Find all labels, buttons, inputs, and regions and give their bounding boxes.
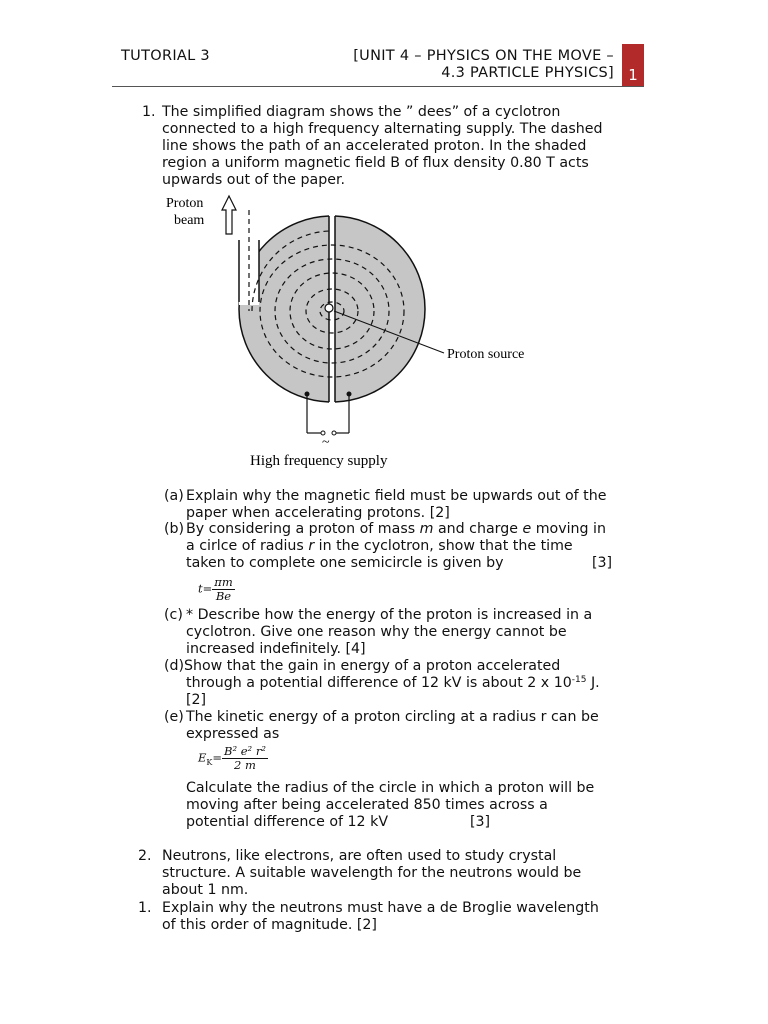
header-unit-line-2: 4.3 PARTICLE PHYSICS] (441, 65, 614, 81)
proton-beam-arrow (222, 196, 236, 234)
part-d-line-2: through a potential difference of 12 kV is about 2 x $10^{-15}$ J. (186, 675, 600, 691)
proton-beam-label-1: Proton (166, 196, 204, 211)
question-2-sub-1-line-1: Explain why the neutrons must have a de Broglie wavelength (162, 900, 599, 916)
part-c-label: (c) (164, 607, 183, 623)
part-e-marks: [3] (470, 814, 491, 830)
part-b-line-3: taken to complete one semicircle is given by (186, 555, 504, 571)
part-b-label: (b) (164, 521, 185, 537)
question-2-line-3: about 1 nm. (162, 882, 249, 898)
part-d-label: (d) (164, 658, 185, 674)
part-b-marks: [3] (592, 555, 613, 571)
question-2-sub-1-number: 1. (138, 900, 152, 916)
question-2-line-1: Neutrons, like electrons, are often used to study crystal (162, 848, 557, 864)
part-e-line-3: Calculate the radius of the circle in which a proton will be (186, 780, 595, 796)
question-2-sub-1-line-2: of this order of magnitude. [2] (162, 917, 377, 933)
part-a-line-2: paper when accelerating protons. [2] (186, 505, 450, 521)
question-1-line-5: upwards out of the paper. (162, 172, 345, 188)
part-e-label: (e) (164, 709, 184, 725)
part-b-formula: t= $\frac{\pi m}{Be}$ (198, 575, 233, 603)
proton-beam-label-2: beam (174, 213, 205, 228)
part-c-line-1: * Describe how the energy of the proton is increased in a (186, 607, 593, 623)
header-unit-line-1: [UNIT 4 – PHYSICS ON THE MOVE – (353, 48, 614, 64)
header-divider (112, 86, 644, 87)
question-1-line-1: The simplified diagram shows the ” dees” of a cyclotron (162, 104, 561, 120)
part-e-line-2: expressed as (186, 726, 280, 742)
part-c-line-2: cyclotron. Give one reason why the energy cannot be (186, 624, 567, 640)
question-2-number: 2. (138, 848, 152, 864)
part-e-line-5: potential difference of 12 kV (186, 814, 389, 830)
part-e-formula: $E_K=$ $\frac{\text{B² e² r²}}{2 m}$ (198, 744, 266, 772)
question-1-line-4: region a uniform magnetic field B of flux density 0.80 T acts (162, 155, 589, 171)
ac-supply-symbol: ~ (322, 435, 330, 450)
part-d-line-3: [2] (186, 692, 207, 708)
cyclotron-diagram (160, 190, 560, 475)
page-number-badge: 1 (622, 44, 644, 86)
part-a-label: (a) (164, 488, 184, 504)
part-d-line-1: Show that the gain in energy of a proton accelerated (184, 658, 561, 674)
header-unit-title (300, 48, 614, 82)
proton-source-marker (325, 304, 333, 312)
header-tutorial-title: TUTORIAL 3 (121, 48, 210, 64)
part-a-line-1: Explain why the magnetic field must be upwards out of the (186, 488, 607, 504)
question-1-number: 1. (142, 104, 156, 120)
part-e-line-4: moving after being accelerated 850 times across a (186, 797, 548, 813)
question-1-line-3: line shows the path of an accelerated proton. In the shaded (162, 138, 587, 154)
supply-label: High frequency supply (250, 453, 388, 469)
part-c-line-3: increased indefinitely. [4] (186, 641, 366, 657)
part-b-line-2: a cirlce of radius r in the cyclotron, show that the time (186, 538, 573, 554)
part-e-line-1: The kinetic energy of a proton circling at a radius r can be (186, 709, 599, 725)
question-1-line-2: connected to a high frequency alternating supply. The dashed (162, 121, 603, 137)
proton-source-label: Proton source (447, 347, 525, 362)
part-b-line-1: By considering a proton of mass m and charge e moving in (186, 521, 606, 537)
question-2-line-2: structure. A suitable wavelength for the neutrons would be (162, 865, 582, 881)
